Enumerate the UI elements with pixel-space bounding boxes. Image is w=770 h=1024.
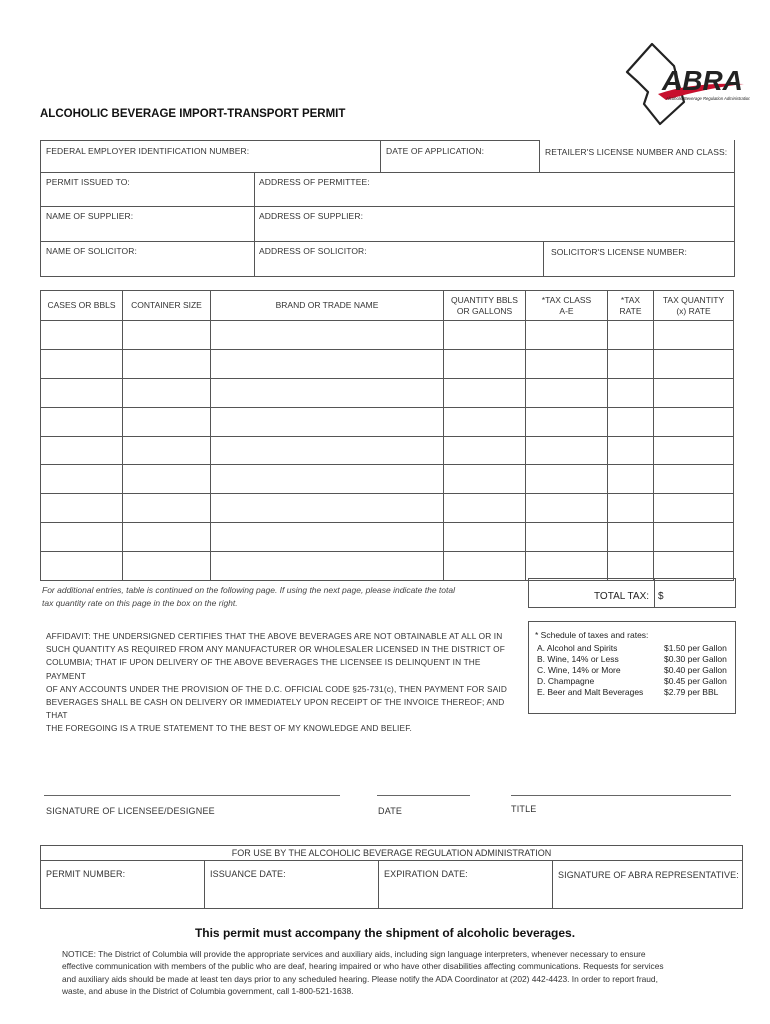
- table-cell[interactable]: [526, 552, 608, 581]
- table-cell[interactable]: [41, 436, 123, 465]
- title-signature-line[interactable]: [511, 795, 731, 796]
- table-cell[interactable]: [608, 378, 654, 407]
- licensee-signature-label: SIGNATURE OF LICENSEE/DESIGNEE: [46, 806, 215, 816]
- table-cell[interactable]: [211, 407, 444, 436]
- date-of-application-field[interactable]: [380, 140, 540, 173]
- table-cell[interactable]: [526, 321, 608, 350]
- table-cell[interactable]: [123, 407, 211, 436]
- table-cell[interactable]: [444, 407, 526, 436]
- name-of-supplier-field[interactable]: [40, 206, 255, 242]
- affidavit-text: AFFIDAVIT: THE UNDERSIGNED CERTIFIES THAT THE ABOVE BEVERAGES ARE NOT OBTAINABLE AT ALL OR IN SUCH QUANTITY AS REQUIRED FROM ANY MANUFACTURER OR WHOLESALER LICENSED IN THE DISTRICT OF COLUMBIA; THAT IF UPON DELIVERY OF THE ABOVE BEVERAGES THE LICENSEE IS DELINQUENT IN THE PAYMENT OF ANY ACCOUNTS UNDER THE PROVISION OF THE D.C. OFFICIAL CODE §25-731(c), THEN PAYMENT FOR SAID BEVERAGES SHALL BE CASH ON DELIVERY OR IMMEDIATELY UPON RECEIPT OF THE INVOICE THEREOF; AND THAT THE FOREGOING IS A TRUE STATEMENT TO THE BEST OF MY KNOWLEDGE AND BELIEF.: [46, 631, 507, 734]
- table-cell[interactable]: [41, 465, 123, 494]
- table-cell[interactable]: [211, 436, 444, 465]
- must-accompany-notice: This permit must accompany the shipment of alcoholic beverages.: [194, 926, 576, 940]
- table-row: [41, 523, 734, 552]
- table-cell[interactable]: [526, 407, 608, 436]
- solicitor-license-label: SOLICITOR'S LICENSE NUMBER:: [551, 247, 687, 257]
- continuation-note: For additional entries, table is continued on the following page. If using the next page, please indicate the total tax quantity rate on this page in the box on the right.: [42, 585, 455, 608]
- table-cell[interactable]: [123, 494, 211, 523]
- date-signature-line[interactable]: [377, 795, 470, 796]
- ada-notice: NOTICE: The District of Columbia will provide the appropriate services and auxiliary aids, including sign language interpreters, whenever necessary to ensure effective communication with members of the public who are deaf, hearing impaired or who have other disabilities affecting communications. Requests for services and auxiliary aids should be made at least ten days prior to any scheduled hearing. Please notify the ADA Coordinator at (202) 442-4423. In order to report fraud, waste, and abuse in the District of Columbia government, call 1-800-521-1638.: [62, 949, 664, 997]
- table-cell[interactable]: [654, 552, 734, 581]
- table-row: [41, 436, 734, 465]
- permit-issued-to-label: PERMIT ISSUED TO:: [46, 177, 130, 187]
- table-cell[interactable]: [444, 552, 526, 581]
- address-of-supplier-label: ADDRESS OF SUPPLIER:: [259, 211, 364, 221]
- table-cell[interactable]: [608, 407, 654, 436]
- address-of-supplier-field[interactable]: [254, 206, 735, 242]
- table-cell[interactable]: [654, 523, 734, 552]
- col-header: CASES OR BBLS: [41, 291, 123, 321]
- table-cell[interactable]: [41, 523, 123, 552]
- abra-logo: [622, 42, 750, 126]
- table-cell[interactable]: [444, 378, 526, 407]
- abra-use-divider: [40, 860, 743, 861]
- abra-col-divider: [204, 860, 205, 909]
- table-cell[interactable]: [123, 552, 211, 581]
- table-cell[interactable]: [123, 321, 211, 350]
- tax-schedule-row: B. Wine, 14% or Less $0.30 per Gallon: [537, 654, 727, 664]
- table-row: [41, 321, 734, 350]
- table-row: [41, 494, 734, 523]
- table-cell[interactable]: [444, 436, 526, 465]
- table-cell[interactable]: [123, 523, 211, 552]
- table-cell[interactable]: [526, 523, 608, 552]
- name-of-supplier-label: NAME OF SUPPLIER:: [46, 211, 134, 221]
- table-cell[interactable]: [608, 552, 654, 581]
- address-of-permittee-label: ADDRESS OF PERMITTEE:: [259, 177, 370, 187]
- retailer-license-field[interactable]: [540, 140, 735, 173]
- table-cell[interactable]: [654, 436, 734, 465]
- abra-signature-label[interactable]: SIGNATURE OF ABRA REPRESENTATIVE:: [558, 870, 739, 880]
- table-cell[interactable]: [123, 349, 211, 378]
- table-cell[interactable]: [211, 349, 444, 378]
- logo-brand: ABRA: [662, 65, 743, 96]
- tax-schedule-row: A. Alcohol and Spirits $1.50 per Gallon: [537, 643, 727, 653]
- table-cell[interactable]: [41, 378, 123, 407]
- table-cell[interactable]: [608, 436, 654, 465]
- table-cell[interactable]: [444, 465, 526, 494]
- table-row: [41, 349, 734, 378]
- table-cell[interactable]: [654, 465, 734, 494]
- table-cell[interactable]: [654, 494, 734, 523]
- table-cell[interactable]: [654, 378, 734, 407]
- table-row: [41, 407, 734, 436]
- table-cell[interactable]: [654, 321, 734, 350]
- table-cell[interactable]: [608, 523, 654, 552]
- fein-field[interactable]: [40, 140, 381, 173]
- table-cell[interactable]: [654, 407, 734, 436]
- table-cell[interactable]: [526, 349, 608, 378]
- col-header: *TAX RATE: [608, 291, 654, 321]
- tax-schedule-title: * Schedule of taxes and rates:: [535, 630, 649, 640]
- title-label: TITLE: [511, 804, 537, 814]
- table-cell[interactable]: [41, 407, 123, 436]
- table-cell[interactable]: [211, 494, 444, 523]
- date-of-application-label: DATE OF APPLICATION:: [386, 146, 485, 156]
- col-header: *TAX CLASS A-E: [526, 291, 608, 321]
- table-cell[interactable]: [211, 552, 444, 581]
- table-cell[interactable]: [41, 321, 123, 350]
- name-of-solicitor-field[interactable]: [40, 241, 255, 277]
- licensee-signature-line[interactable]: [44, 795, 340, 796]
- permit-number-label[interactable]: PERMIT NUMBER:: [46, 869, 126, 879]
- total-tax-input[interactable]: $: [658, 591, 664, 602]
- address-of-solicitor-label: ADDRESS OF SOLICITOR:: [259, 246, 367, 256]
- table-cell[interactable]: [608, 465, 654, 494]
- col-header: CONTAINER SIZE: [123, 291, 211, 321]
- table-row: [41, 465, 734, 494]
- abra-col-divider: [378, 860, 379, 909]
- table-cell[interactable]: [444, 321, 526, 350]
- table-cell[interactable]: [608, 321, 654, 350]
- table-cell[interactable]: [526, 465, 608, 494]
- table-cell[interactable]: [608, 349, 654, 378]
- permit-issued-to-field[interactable]: [40, 172, 255, 207]
- table-cell[interactable]: [526, 494, 608, 523]
- table-cell[interactable]: [211, 378, 444, 407]
- address-of-solicitor-field[interactable]: [254, 241, 544, 277]
- items-table: [40, 290, 734, 581]
- table-cell[interactable]: [123, 378, 211, 407]
- table-cell[interactable]: [41, 349, 123, 378]
- table-cell[interactable]: [211, 465, 444, 494]
- table-cell[interactable]: [123, 465, 211, 494]
- table-row: [41, 378, 734, 407]
- tax-schedule-row: D. Champagne $0.45 per Gallon: [537, 676, 727, 686]
- table-header-row: [41, 291, 734, 321]
- tax-schedule-row: E. Beer and Malt Beverages $2.79 per BBL: [537, 687, 719, 697]
- table-cell[interactable]: [123, 436, 211, 465]
- solicitor-license-field[interactable]: [543, 241, 735, 277]
- table-cell[interactable]: [41, 552, 123, 581]
- table-cell[interactable]: [444, 349, 526, 378]
- table-row: [41, 552, 734, 581]
- address-of-permittee-field[interactable]: [254, 172, 735, 207]
- table-cell[interactable]: [526, 436, 608, 465]
- table-cell[interactable]: [526, 378, 608, 407]
- fein-label: FEDERAL EMPLOYER IDENTIFICATION NUMBER:: [46, 146, 250, 156]
- col-header: QUANTITY BBLS OR GALLONS: [444, 291, 526, 321]
- table-cell[interactable]: [608, 494, 654, 523]
- issuance-date-label[interactable]: ISSUANCE DATE:: [210, 869, 286, 879]
- col-header: BRAND OR TRADE NAME: [211, 291, 444, 321]
- date-label: DATE: [378, 806, 403, 816]
- total-tax-divider: [654, 578, 655, 608]
- abra-col-divider: [552, 860, 553, 909]
- table-cell[interactable]: [444, 523, 526, 552]
- abra-use-heading: FOR USE BY THE ALCOHOLIC BEVERAGE REGULATION ADMINISTRATION: [231, 848, 552, 858]
- name-of-solicitor-label: NAME OF SOLICITOR:: [46, 246, 137, 256]
- expiration-date-label[interactable]: EXPIRATION DATE:: [384, 869, 468, 879]
- table-cell[interactable]: [444, 494, 526, 523]
- col-header: TAX QUANTITY (x) RATE: [654, 291, 734, 321]
- table-cell[interactable]: [654, 349, 734, 378]
- table-cell[interactable]: [211, 523, 444, 552]
- form-title: ALCOHOLIC BEVERAGE IMPORT-TRANSPORT PERMIT: [40, 108, 346, 120]
- table-cell[interactable]: [211, 321, 444, 350]
- logo-subtitle: Alcoholic Beverage Regulation Administration: [666, 96, 750, 101]
- tax-schedule-row: C. Wine, 14% or More $0.40 per Gallon: [537, 665, 727, 675]
- total-tax-label: TOTAL TAX:: [594, 591, 650, 602]
- table-cell[interactable]: [41, 494, 123, 523]
- retailer-license-label: RETAILER'S LICENSE NUMBER AND CLASS:: [545, 147, 728, 157]
